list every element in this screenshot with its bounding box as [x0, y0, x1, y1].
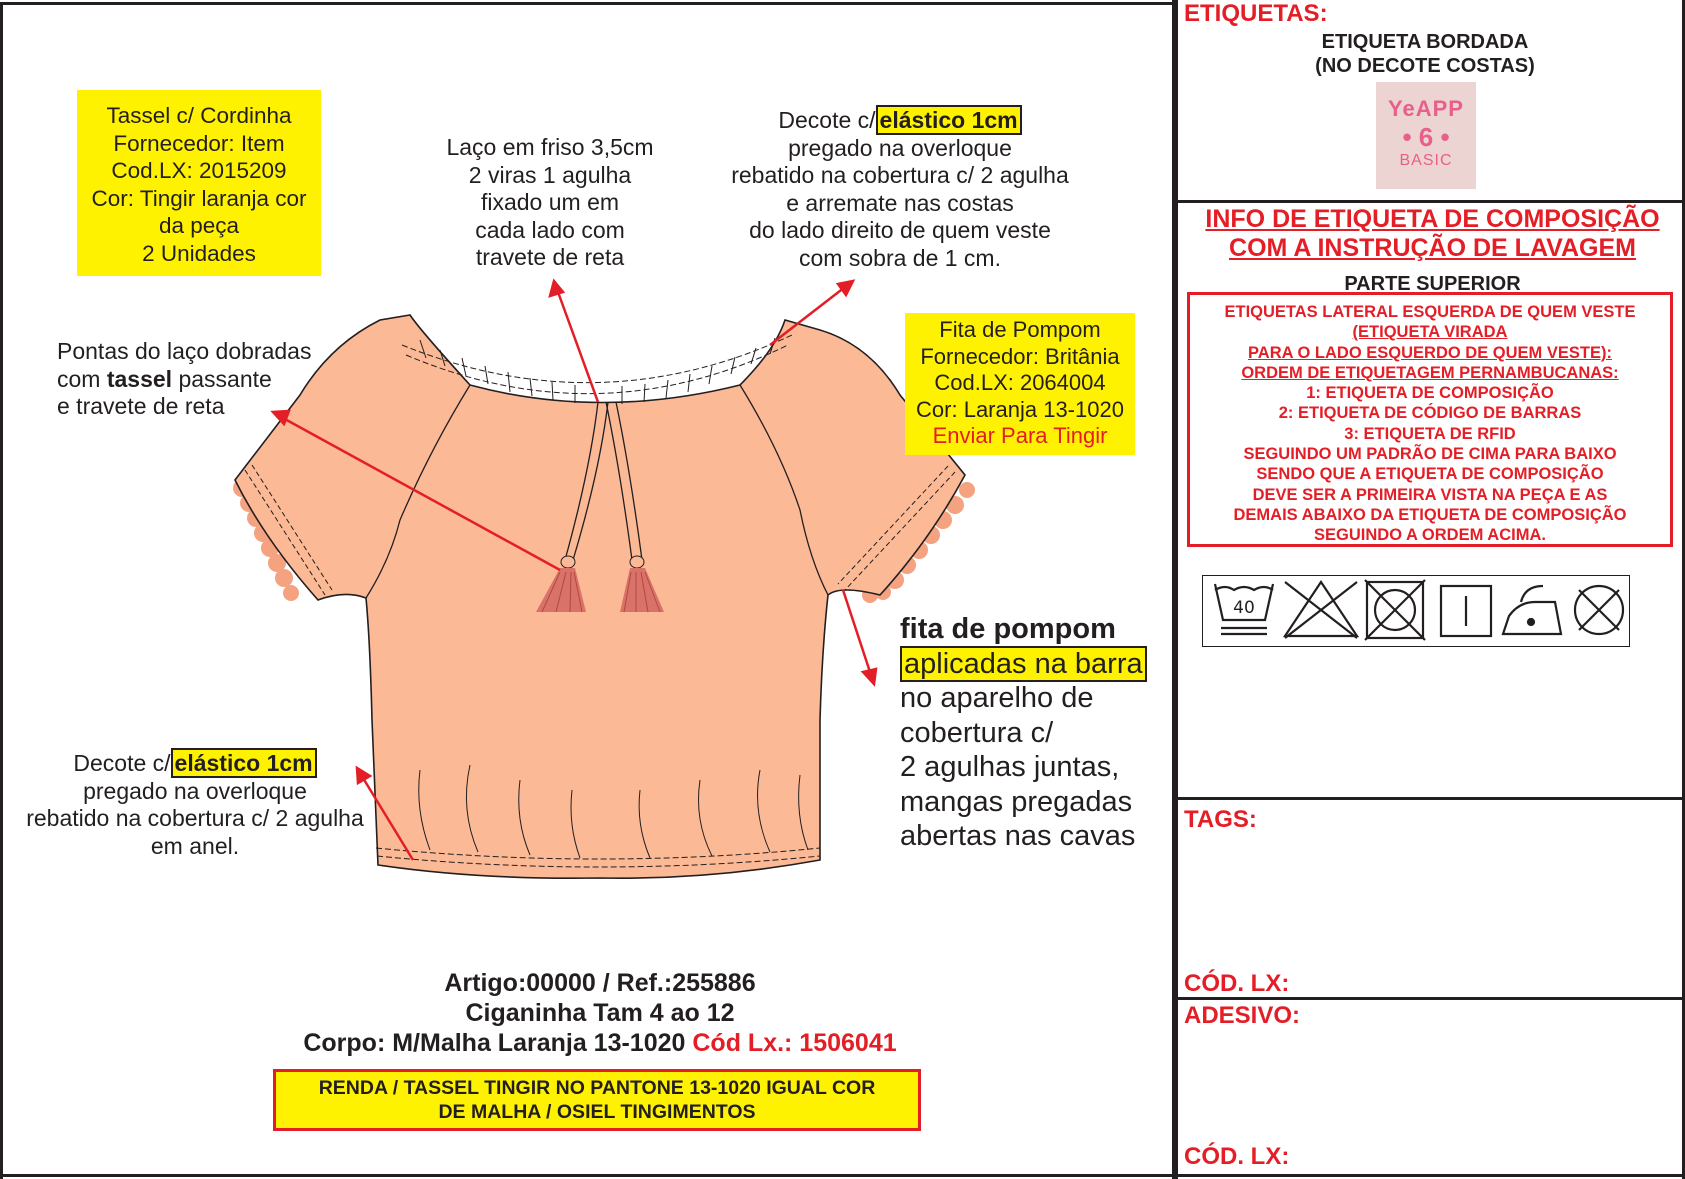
composicao-line: (ETIQUETA VIRADA — [1352, 323, 1508, 342]
composicao-title-line: COM A INSTRUÇÃO DE LAVAGEM — [1229, 234, 1636, 262]
decote-top-line: e arremate nas costas — [786, 189, 1014, 216]
composicao-line: 2: ETIQUETA DE CÓDIGO DE BARRAS — [1278, 404, 1582, 423]
decote-top-line: com sobra de 1 cm. — [799, 244, 1001, 271]
composicao-line: 1: ETIQUETA DE COMPOSIÇÃO — [1306, 384, 1554, 403]
tags-cod: CÓD. LX: — [1184, 970, 1290, 997]
decote-top-highlight: elástico 1cm — [876, 105, 1022, 135]
decote-bottom-highlight: elástico 1cm — [171, 748, 317, 778]
article-caption — [230, 968, 970, 1058]
composicao-title — [1180, 205, 1685, 263]
etiqueta-bordada — [1240, 30, 1610, 78]
decote-top-line: do lado direito de quem veste — [749, 217, 1051, 243]
pompom-red-line: Enviar Para Tingir — [932, 423, 1108, 448]
decote-top-prefix: Decote c/ — [778, 107, 876, 133]
frame-left — [0, 2, 3, 1179]
frame-divider — [1172, 0, 1178, 1179]
adesivo-cod: CÓD. LX: — [1184, 1143, 1290, 1170]
tassel-line: Fornecedor: Item — [113, 130, 285, 156]
pontas-note — [57, 338, 311, 421]
fita-pompom-line: abertas nas cavas — [900, 820, 1136, 852]
pontas-line2-bold: tassel — [106, 365, 173, 392]
adesivo-title: ADESIVO: — [1184, 1002, 1301, 1029]
laco-note — [420, 134, 680, 272]
composicao-title-line: INFO DE ETIQUETA DE COMPOSIÇÃO — [1205, 205, 1660, 233]
tassel-line: Cor: Tingir laranja cor — [91, 185, 307, 211]
composicao-line: SEGUINDO A ORDEM ACIMA. — [1314, 526, 1546, 545]
tags-title: TAGS: — [1184, 806, 1257, 833]
etiqueta-bordada-line: ETIQUETA BORDADA — [1321, 31, 1529, 53]
pontas-line2-suffix: passante — [172, 365, 272, 392]
decote-top-line: pregado na overloque — [788, 134, 1012, 161]
caption-name: Ciganinha Tam 4 ao 12 — [465, 999, 735, 1027]
fita-pompom-title: fita de pompom — [900, 613, 1116, 645]
decote-bottom-line: pregado na overloque — [83, 777, 307, 804]
pontas-line: Pontas do laço dobradas — [57, 338, 312, 364]
tassel-line: da peça — [158, 213, 240, 238]
composicao-line: PARA O LADO ESQUERDO DE QUEM VESTE): — [1248, 343, 1612, 362]
line-dry-icon — [1441, 586, 1491, 636]
etiquetas-title: ETIQUETAS: — [1184, 0, 1328, 27]
dye-warning-box — [273, 1069, 921, 1131]
logo-brand: YeAPP — [1388, 96, 1464, 121]
caption-body: Corpo: M/Malha Laranja 13-1020 — [303, 1029, 693, 1057]
warning-line: DE MALHA / OSIEL TINGIMENTOS — [438, 1100, 756, 1123]
fita-pompom-highlight: aplicadas na barra — [900, 646, 1147, 682]
logo-line: BASIC — [1399, 152, 1453, 169]
composicao-line: SEGUINDO UM PADRÃO DE CIMA PARA BAIXO — [1243, 445, 1617, 464]
panel-divider-2 — [1175, 797, 1685, 800]
no-bleach-icon — [1285, 582, 1357, 638]
wash-40-icon — [1215, 584, 1273, 634]
decote-bottom-line: em anel. — [150, 832, 240, 859]
laco-line: cada lado com — [475, 216, 625, 243]
laco-line: Laço em friso 3,5cm — [446, 134, 654, 160]
care-symbols-box — [1202, 575, 1630, 647]
composicao-line: SENDO QUE A ETIQUETA DE COMPOSIÇÃO — [1256, 465, 1604, 484]
logo-size-value: 6 — [1418, 122, 1434, 152]
pompom-line: Fornecedor: Britânia — [920, 343, 1120, 369]
decote-top-note — [700, 107, 1100, 272]
composicao-line: DEVE SER A PRIMEIRA VISTA NA PEÇA E AS — [1252, 485, 1608, 504]
etiqueta-bordada-line: (NO DECOTE COSTAS) — [1315, 55, 1535, 77]
no-tumble-dry-icon — [1365, 580, 1425, 640]
fita-pompom-line: mangas pregadas — [900, 785, 1133, 818]
caption-article: Artigo:00000 / Ref.:255886 — [444, 969, 756, 997]
decote-top-line: rebatido na cobertura c/ 2 agulha — [731, 162, 1069, 188]
fita-pompom-line: 2 agulhas juntas, — [900, 751, 1120, 783]
pompom-line: Cod.LX: 2064004 — [934, 370, 1106, 395]
parte-superior: PARTE SUPERIOR — [1344, 273, 1521, 295]
laco-line: fixado um em — [480, 189, 620, 215]
wash-temp-text: 40 — [1233, 598, 1255, 618]
tassel-line: 2 Unidades — [142, 240, 256, 266]
no-dry-clean-icon — [1575, 586, 1623, 634]
composicao-line: 3: ETIQUETA DE RFID — [1344, 424, 1516, 443]
iron-low-icon — [1503, 586, 1561, 634]
pompom-info-box — [905, 313, 1135, 455]
warning-line: RENDA / TASSEL TINGIR NO PANTONE 13-1020 IGUAL COR — [318, 1077, 876, 1099]
decote-bottom-line: rebatido na cobertura c/ 2 agulha — [26, 805, 364, 831]
frame-top-left — [0, 2, 1172, 5]
logo-size: • 6 • — [1402, 122, 1450, 152]
caption-cod: Cód Lx.: 1506041 — [692, 1029, 897, 1057]
laco-line: travete de reta — [475, 244, 625, 270]
pompom-line: Cor: Laranja 13-1020 — [916, 396, 1124, 422]
composicao-line: DEMAIS ABAIXO DA ETIQUETA DE COMPOSIÇÃO — [1233, 505, 1627, 524]
pontas-line: e travete de reta — [57, 393, 225, 419]
pontas-line2-prefix: com — [57, 365, 107, 392]
laco-line: 2 viras 1 agulha — [468, 161, 632, 188]
tassel-line: Tassel c/ Cordinha — [106, 103, 292, 128]
frame-bottom — [0, 1174, 1685, 1177]
panel-divider-1 — [1175, 200, 1685, 203]
fita-pompom-note — [900, 612, 1147, 854]
pompom-line: Fita de Pompom — [939, 317, 1101, 342]
fita-pompom-line: cobertura c/ — [900, 716, 1054, 749]
decote-bottom-note — [10, 750, 380, 860]
brand-label-logo — [1376, 82, 1476, 189]
tassel-info-box — [77, 90, 321, 276]
tassel-line: Cod.LX: 2015209 — [111, 158, 287, 183]
composicao-line: ETIQUETAS LATERAL ESQUERDA DE QUEM VESTE — [1224, 303, 1636, 321]
decote-bottom-prefix: Decote c/ — [73, 750, 171, 776]
fita-pompom-line: no aparelho de — [900, 682, 1094, 714]
care-symbols — [1203, 576, 1631, 648]
composicao-box — [1187, 292, 1673, 547]
composicao-line: ORDEM DE ETIQUETAGEM PERNAMBUCANAS: — [1241, 363, 1619, 382]
